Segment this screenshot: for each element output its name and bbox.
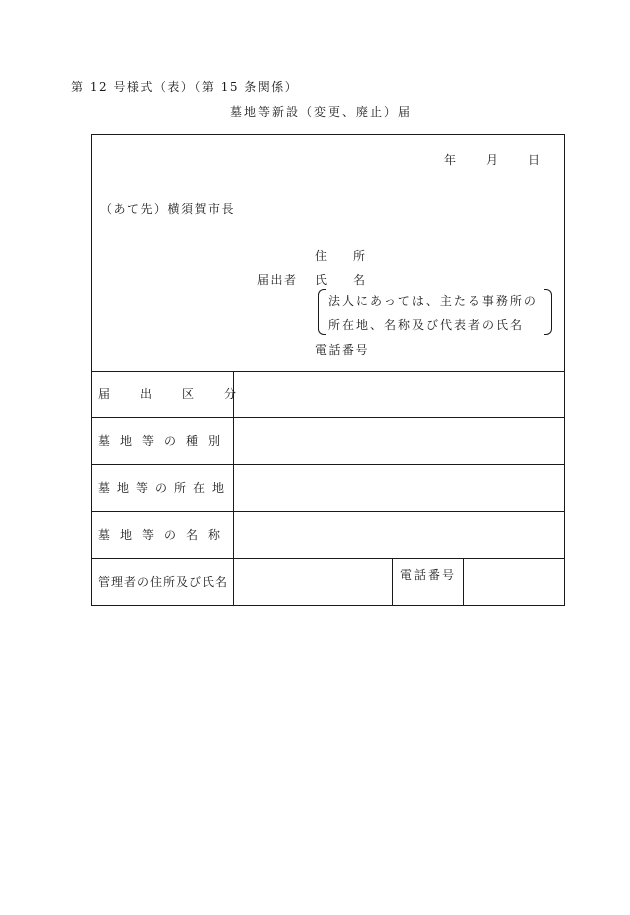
table-row: [92, 418, 564, 465]
bracket-right: [544, 289, 552, 335]
date-day[interactable]: 日: [527, 153, 540, 167]
row-value-cemetery-location[interactable]: [234, 465, 564, 511]
row-label-notification-type: 届出区分: [92, 371, 234, 417]
date-month[interactable]: 月: [485, 153, 498, 167]
row-label-cemetery-location: 墓地等の所在地: [92, 465, 234, 511]
addressee: （あて先）横須賀市長: [100, 202, 236, 216]
form-frame: [91, 134, 565, 606]
date-line: [444, 151, 540, 168]
name-label[interactable]: 氏名: [315, 273, 392, 287]
form-rows: [92, 371, 564, 605]
manager-phone-label: 電話番号: [392, 559, 464, 606]
row-label-cemetery-name: 墓地等の名称: [92, 512, 234, 558]
row-label-cemetery-type: 墓地等の種別: [92, 418, 234, 464]
form-number: 第 12 号様式（表）（第 15 条関係）: [71, 80, 299, 94]
table-row: [92, 559, 564, 606]
address-label[interactable]: 住所: [315, 249, 392, 263]
row-label-manager: 管理者の住所及び氏名: [92, 559, 234, 606]
bracket-left: [318, 289, 326, 335]
table-row: [92, 512, 564, 559]
table-row: [92, 371, 564, 418]
form-header: [92, 135, 564, 372]
row-value-cemetery-name[interactable]: [234, 512, 564, 558]
corporate-note-line-1: 法人にあっては、主たる事務所の: [328, 294, 538, 308]
phone-label[interactable]: 電話番号: [315, 343, 370, 357]
row-value-notification-type[interactable]: [234, 371, 564, 417]
corporate-note: [318, 289, 552, 337]
row-value-cemetery-type[interactable]: [234, 418, 564, 464]
notifier-label: 届出者: [257, 273, 298, 287]
document-title: 墓地等新設（変更、廃止）届: [230, 105, 413, 119]
table-row: [92, 465, 564, 512]
date-year[interactable]: 年: [443, 153, 456, 167]
corporate-note-line-2: 所在地、名称及び代表者の氏名: [328, 318, 525, 332]
